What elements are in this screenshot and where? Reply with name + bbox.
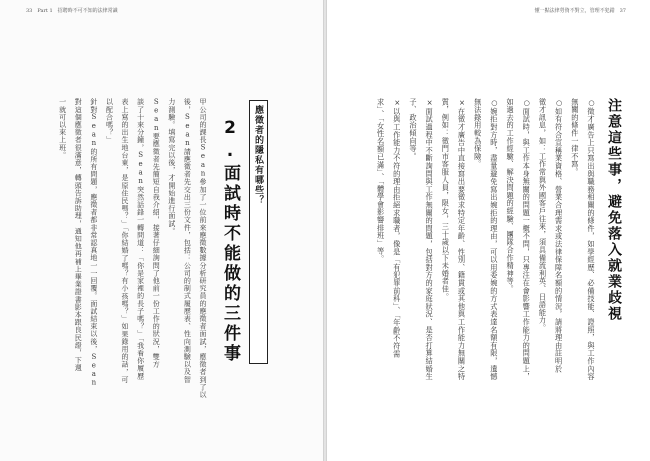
guideline-item: 子、政治傾向等。: [408, 98, 418, 161]
guideline-item: ○如有符合宣稱業資格、營業合理需求或法律保障名額的情況，請將理由註明於: [554, 98, 564, 373]
guideline-item: ×以與工作能力不符的理由拒絕求職者，像是「有犯罪前科」、「年齡不符需: [392, 98, 402, 358]
body-text-column: 對這個應徵者很滿意，轉頭告訴助理，通知他再補上畢業證書影本跟良民證，下週: [74, 98, 83, 372]
sidebar-title: 注意這些事，避免落入就業歧視: [606, 98, 622, 322]
left-body-text: [38, 98, 208, 408]
body-text-column: Sean要應徵者先簡短自我介紹，接著仔細詢問了他前一份工作的狀況，雙方: [152, 98, 161, 368]
guideline-item: 徵才訊息，如：工作常與外國客戶往來，須具備流利英、日語能力。: [538, 98, 548, 332]
guideline-item: ×在徵才廣告中直接寫出要徵求特定年齡、性別、籍貫或其他與工作能力無關之特: [457, 98, 467, 381]
guideline-list: [376, 98, 596, 398]
body-text-column: 後，Sean請應徵者先交出三份文件，包括：公司的制式履歷表、性向測驗以及智: [183, 98, 192, 384]
section-badge: 應徵者的隱私有哪些？: [249, 100, 268, 364]
guideline-item: 如過去的工作經驗、解決問題的經驗、團隊合作精神等。: [506, 98, 516, 293]
body-text-column: 甲公司的課長Sean參加了一位前來應徵數據分析研究員的應徵者面試，應徵者到了以: [199, 98, 207, 399]
section-heading-block: [218, 105, 268, 364]
guideline-item: 求」、「女性名額已滿」、「體學會影響排班」等。: [376, 98, 386, 263]
guideline-item: ×面試過程中不斷詢問與工作無關的問題，包括對方的家庭狀況、是否打算結婚生: [425, 98, 435, 381]
body-text-column: 力測驗。填寫完以後，才開始進行面試。: [167, 98, 176, 235]
body-text-column: 表上寫的出生地台東，是原住民嗎？」「你結婚了嗎？有小孩嗎？」如果錄用的話，可: [121, 98, 130, 384]
right-page: [327, 0, 650, 461]
body-text-column: 談了十來分鐘，Sean突然話鋒一轉問道：「你是家裡的長子嗎？」「我看你履歷: [136, 98, 145, 380]
body-text-column: 以配合嗎？」: [105, 98, 114, 144]
guideline-item: ○面試時，與工作本身無關的問題一概不問，只專注在會影響工作能力的問題上，: [522, 98, 532, 381]
left-page-header: 33 Part 1 招聘時不可不知的法律常識: [26, 8, 118, 14]
section-heading: 2.面試時不能做的三件事: [220, 118, 240, 364]
guideline-item: ○婉拒對方時，盡量避免寫出婉拒的理由，可以用委婉的方式表達名額有限，遺憾: [489, 98, 499, 381]
left-page: [0, 0, 323, 461]
guideline-item: ○徵才廣告上只寫出與職務相關的條件，如學經歷、必備技能、證照，與工作內容: [587, 98, 596, 381]
body-text-column: 一就可以來上班。: [58, 98, 67, 159]
guideline-item: 無關的條件一律不寫。: [570, 98, 580, 176]
guideline-item: 質，例如：徵門市客服人員，限女，三十歲以下未婚者佳。: [441, 98, 451, 301]
guideline-item: 無法錄用較為保險。: [473, 98, 483, 169]
right-page-header: 懂一點法律勞資不對立，管理不犯錯 37: [534, 8, 626, 14]
body-text-column: 針對Sean的所有問題，應徵者都非常認真地一一回覆。面試結束以後，Sean: [89, 98, 98, 388]
